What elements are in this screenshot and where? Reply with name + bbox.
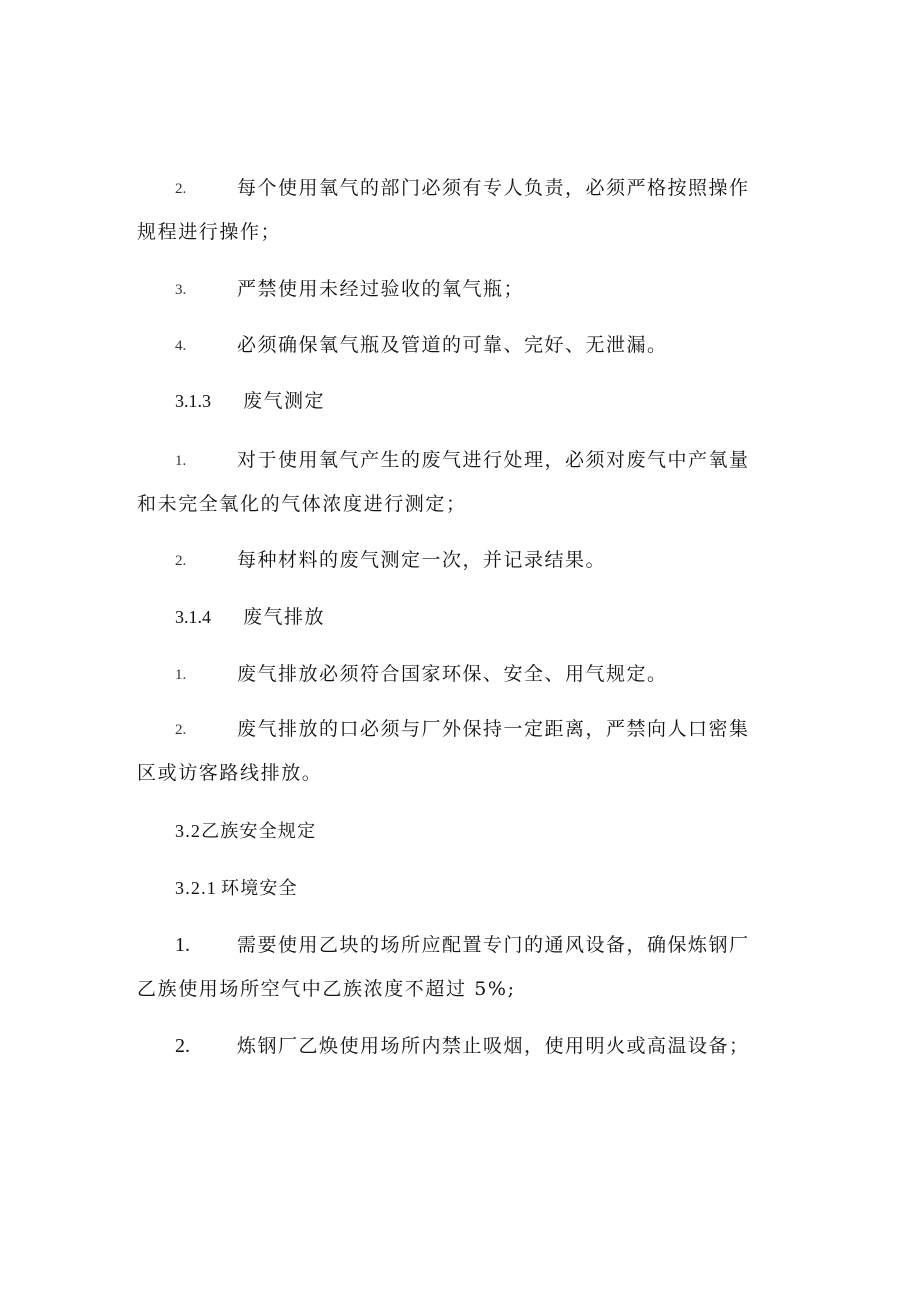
section-number: 3.1.4	[175, 607, 211, 627]
section-heading	[175, 819, 316, 844]
list-item-text: 对于使用氧气产生的废气进行处理，必须对废气中产氧量	[237, 449, 750, 471]
list-number: 2.	[175, 722, 187, 738]
section-title: 废气测定	[243, 390, 326, 412]
list-item-text-continued: 乙族使用场所空气中乙族浓度不超过 5%;	[137, 978, 516, 1000]
list-number: 1.	[175, 453, 187, 469]
list-item-text-continued: 规程进行操作；	[137, 221, 282, 243]
list-item-text: 废气排放必须符合国家环保、安全、用气规定。	[237, 663, 668, 685]
section-title: 环境安全	[221, 878, 298, 899]
list-item-text-continued: 区或访客路线排放。	[137, 762, 323, 784]
list-item-text: 每个使用氧气的部门必须有专人负责，必须严格按照操作	[237, 177, 750, 199]
section-number: 3.2	[175, 821, 202, 841]
list-number: 3.	[175, 282, 187, 298]
list-item-text: 每种材料的废气测定一次，并记录结果。	[237, 549, 607, 571]
list-item-text: 废气排放的口必须与厂外保持一定距离，严禁向人口密集	[237, 718, 750, 740]
list-number: 1.	[175, 934, 190, 956]
list-number: 2.	[175, 553, 187, 569]
list-number: 2.	[175, 181, 187, 197]
section-title: 乙族安全规定	[201, 821, 317, 842]
section-title: 废气排放	[243, 606, 326, 628]
list-number: 4.	[175, 338, 187, 354]
list-item-text: 炼钢厂乙焕使用场所内禁止吸烟，使用明火或高温设备；	[237, 1035, 750, 1057]
list-item-text: 必须确保氧气瓶及管道的可靠、完好、无泄漏。	[237, 334, 668, 356]
section-number: 3.1.3	[175, 391, 211, 411]
list-number: 2.	[175, 1035, 190, 1057]
list-item-text: 严禁使用未经过验收的氧气瓶；	[237, 278, 525, 300]
list-number: 1.	[175, 667, 187, 683]
section-number: 3.2.1	[175, 878, 217, 898]
list-item-text: 需要使用乙块的场所应配置专门的通风设备，确保炼钢厂	[237, 934, 750, 956]
list-item-text-continued: 和未完全氧化的气体浓度进行测定；	[137, 493, 467, 515]
subsection-heading	[175, 876, 298, 901]
